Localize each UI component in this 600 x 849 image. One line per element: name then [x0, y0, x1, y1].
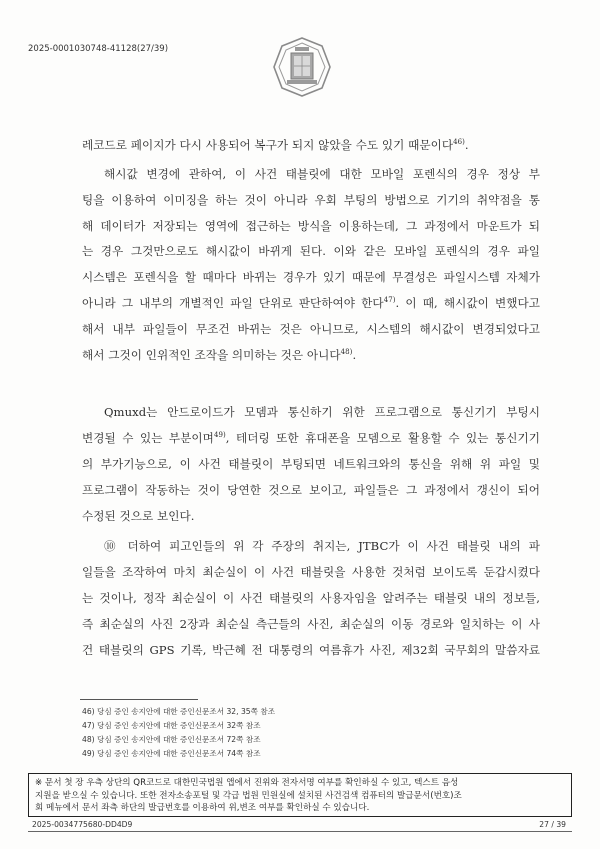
- footnote-ref: 47): [383, 296, 396, 305]
- body-line: 아니라 그 내부의 개별적인 파일 단위로 판단하여야 한다$^{47)}$. 이 때, 해시값이 변했다고: [82, 296, 540, 310]
- page-number: 27 / 39: [539, 820, 566, 829]
- body-line: 즉 최순실의 사진 2장과 최순실 측근들의 사진, 최순실의 이동 경로와 일치하는 이 사: [82, 617, 540, 631]
- body-line: 는 것이나, 정작 최순실이 이 사건 태블릿의 사용자임을 알려주는 태블릿 내의 정보들,: [82, 591, 540, 605]
- verification-notice: [28, 773, 572, 817]
- body-line: 변경될 수 있는 부분이며$^{49)}$, 테더링 또한 휴대폰을 모뎀으로 활용할 수 있는 통신기기: [82, 431, 541, 445]
- document-number: 2025-0001030748-41128(27/39): [28, 44, 169, 54]
- body-line: 프로그램이 작동하는 것이 당연한 것으로 보이고, 파일들은 그 과정에서 갱신이 되어: [82, 483, 540, 497]
- body-line: 해 데이터가 저장되는 영역에 접근하는 방식을 이용하는데, 그 과정에서 마운트가 되: [82, 219, 540, 233]
- body-line: Qmuxd는 안드로이드가 모뎀과 통신하기 위한 프로그램으로 통신기기 부팅시: [104, 405, 540, 419]
- footnote-ref: 48): [340, 348, 353, 357]
- body-line: 는 경우 그것만으로도 해시값이 바뀌게 된다. 이와 같은 모바일 포렌식의 경우 파일: [82, 244, 540, 258]
- footnote-divider: [80, 699, 198, 700]
- notice-line: ※ 문서 첫 장 우측 상단의 QR코드로 대한민국법원 앱에서 진위와 전자서명 여부를 확인하실 수 있고, 텍스트 음성: [35, 778, 459, 788]
- body-line: ⑩ 더하여 피고인들의 위 각 주장의 취지는, JTBC가 이 사건 태블릿 내의 파: [104, 539, 540, 553]
- body-line: 해서 내부 파일들이 무조건 바뀌는 것은 아니므로, 시스템의 해시값이 변경되었다고: [82, 322, 540, 336]
- footnote: 48) 당심 증인 송지안에 대한 증인신문조서 72쪽 참조: [82, 735, 261, 744]
- body-line: 일들을 조작하여 마치 최순실이 이 사건 태블릿을 사용한 것처럼 보이도록 둔갑시켰다: [82, 565, 540, 579]
- footnote: 47) 당심 증인 송지안에 대한 증인신문조서 32쪽 참조: [82, 721, 261, 730]
- footnote: 46) 당심 증인 송지안에 대한 증인신문조서 32, 35쪽 참조: [82, 707, 276, 716]
- body-line: 의 부가기능으로, 이 사건 태블릿이 부팅되면 네트워크와의 통신을 위해 위 파일 및: [82, 457, 540, 471]
- court-seal-icon: [271, 36, 333, 98]
- notice-line: 지원을 받으실 수 있습니다. 또한 전자소송포털 및 각급 법원 민원실에 설치된 사건검색 컴퓨터의 발급문서(번호)조: [35, 790, 462, 801]
- body-line: 해시값 변경에 관하여, 이 사건 태블릿에 대한 모바일 포렌식의 경우 정상 부: [104, 167, 540, 181]
- body-line: 레코드로 페이지가 다시 사용되어 복구가 되지 않았을 수도 있기 때문이다$^{46)}$.: [82, 138, 469, 152]
- body-line: 팅을 이용하여 이미징을 하는 것이 아니라 우회 부팅의 방법으로 기기의 취약점을 통: [82, 193, 540, 207]
- body-line: 해서 그것이 인위적인 조작을 의미하는 것은 아니다$^{48)}$.: [82, 348, 357, 362]
- footnote: 49) 당심 증인 송지안에 대한 증인신문조서 74쪽 참조: [82, 749, 261, 758]
- footer-divider: [28, 831, 572, 832]
- body-line: 시스템은 포렌식을 할 때마다 바뀌는 경우가 있기 때문에 무결성은 파일시스템 자체가: [82, 270, 540, 284]
- body-line: 건 태블릿의 GPS 기록, 박근혜 전 대통령의 여름휴가 사진, 제32회 국무회의 말씀자료: [82, 643, 540, 657]
- footnote-ref: 46): [453, 138, 465, 147]
- issue-number: 2025-0034775680-DD4D9: [32, 820, 133, 829]
- footnote-ref: 49): [213, 431, 226, 440]
- notice-line: 회 메뉴에서 문서 좌측 하단의 발급번호를 이용하여 위,변조 여부를 확인하실 수 있습니다.: [35, 803, 370, 814]
- body-line: 수정된 것으로 보인다.: [82, 509, 195, 523]
